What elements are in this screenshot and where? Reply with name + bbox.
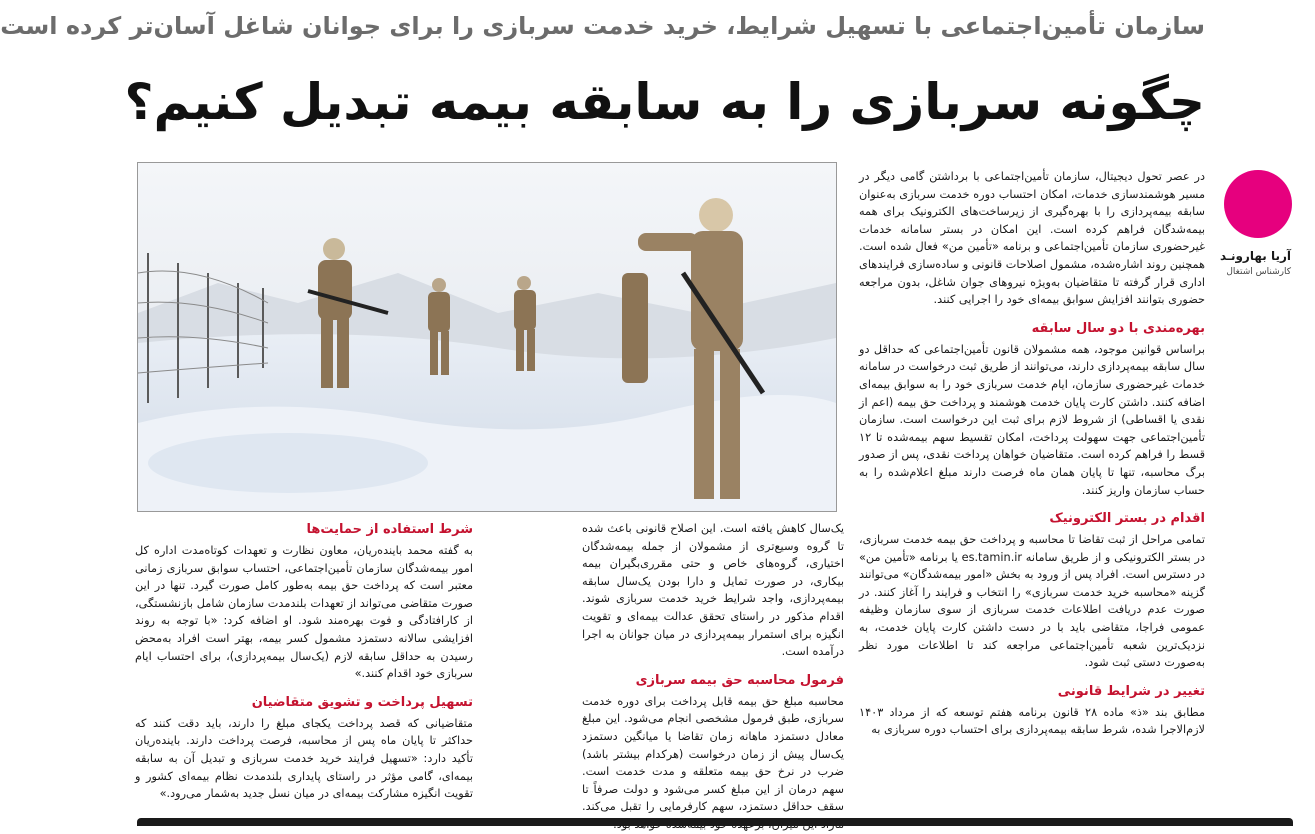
soldiers-in-snow-photo bbox=[137, 162, 837, 512]
section-title: تسهیل پرداخت و تشویق متقاضیان bbox=[251, 694, 473, 710]
intro-paragraph: در عصر تحول دیجیتال، سازمان تأمین‌اجتماعی با برداشتن گامی دیگر در مسیر هوشمندسازی خدمات، امکان احتساب دوره خدمت سربازی به‌عنوان سابقه بیمه‌پردازی را با بهره‌گیری از زیرساخت‌های الکترونیک برای همه بیمه‌شدگان فراهم کرده است. این امکان در بستر سامانه خدمات غیرحضوری سازمان تأمین‌اجتماعی و برنامه «تأمین من» فعال شده است. همچنین روند اشاره‌شده، مشمول اصلاحات قانونی و ساده‌سازی فرایندهای اداری قرار گرفته تا متقاضیان به‌ویژه نیروهای جوان شاغل، بدون مراجعه حضوری بتوانند افزایش سوابق بیمه‌ای خود را اجرایی کنند. bbox=[859, 170, 1205, 307]
section-title: تغییر در شرایط قانونی bbox=[1057, 683, 1205, 699]
continued-paragraph: یک‌سال کاهش یافته است. این اصلاح قانونی باعث شده تا گروه وسیع‌تری از مشمولان از جمله بیمه‌شدگان اختیاری، گروه‌های خاص و حتی مقرری‌بگیران بیمه بیکاری، در صورت تمایل و دارا بودن یک‌سال سابقه بیمه‌پردازی، واجد شرایط خرید خدمت سربازی شوند. اقدام مذکور در راستای تحقق عدالت بیمه‌ای و تقویت انگیزه برای استمرار بیمه‌پردازی در میان جوانان به اجرا درآمده است. bbox=[582, 522, 844, 659]
author-role: کارشناس اشتغال bbox=[1226, 267, 1291, 277]
section-paragraph: براساس قوانین موجود، همه مشمولان قانون تأمین‌اجتماعی که حداقل دو سال سابقه بیمه‌پردازی دارند، می‌توانند از طریق ثبت درخواست در سامانه خدمات غیرحضوری سازمان، ایام خدمت سربازی خود را به سوابق بیمه‌ای اضافه کنند. داشتن کارت پایان خدمت هوشمند و پرداخت حق بیمه (اعم از نقدی یا اقساطی) از شروط لازم برای ثبت این درخواست است. سازمان تأمین‌اجتماعی جهت سهولت پرداخت، امکان تقسیط سهم بیمه‌شده تا ۱۲ قسط را فراهم کرده است. متقاضیان خواهان پرداخت نقدی، پس از صدور برگ محاسبه، تنها تا پایان همان ماه فرصت دارند مبلغ اعلام‌شده را به حساب سازمان واریز کنند. bbox=[859, 342, 1205, 497]
author-avatar bbox=[1224, 170, 1292, 238]
section-paragraph: متقاضیانی که قصد پرداخت یکجای مبلغ را دارند، باید دقت کنند که حداکثر تا پایان ماه پس از محاسبه، فرصت پرداخت دارند. باینده‌ریان تأکید دارد: «تسهیل فرایند خرید خدمت سربازی و تبدیل آن به سابقه بیمه‌ای، گامی مؤثر در راستای پایداری بلندمدت نظام بیمه‌ای کشور و تقویت انگیزه مشارکت بیمه‌ای در میان نسل جدید به‌شمار می‌رود.» bbox=[135, 716, 473, 801]
photo-illustration bbox=[138, 163, 836, 511]
article-column-middle bbox=[582, 520, 844, 820]
section-title: شرط استفاده از حمایت‌ها bbox=[306, 522, 473, 537]
article-column-left bbox=[135, 520, 473, 820]
headline: چگونه سربازی را به سابقه بیمه تبدیل کنیم؟ bbox=[124, 73, 1205, 131]
section-paragraph: به گفته محمد باینده‌ریان، معاون نظارت و تعهدات کوتاه‌مدت اداره کل امور بیمه‌شدگان سازمان تأمین‌اجتماعی، احتساب سوابق سربازی زمانی معتبر است که پرداخت حق بیمه به‌طور کامل صورت گیرد. تنها در این صورت متقاضی می‌تواند از تعهدات بلندمدت سازمان شامل بازنشستگی، از کارافتادگی و فوت بهره‌مند شود. او اضافه کرد: «با توجه به روند افزایشی سالانه دستمزد مشمول کسر بیمه، بهتر است افراد به‌محض رسیدن به حداقل سابقه لازم (یک‌سال بیمه‌پردازی)، برای احتساب ایام سربازی خود اقدام کنند.» bbox=[135, 544, 473, 681]
section-title: اقدام در بستر الکترونیک bbox=[1049, 511, 1205, 527]
section-paragraph: محاسبه مبلغ حق بیمه قابل پرداخت برای دوره خدمت سربازی، طبق فرمول مشخصی انجام می‌شود. این مبلغ معادل دستمزد ماهانه زمان تقاضا یا میانگین دستمزد یک‌سال پیش از زمان درخواست (هرکدام بیشتر باشد) ضرب در نرخ حق بیمه متعلقه و مدت خدمت است. سهم درمان از این مبلغ کسر می‌شود و دولت صرفاً تا سقف حداقل دستمزد، سهم کارفرمایی را تقبل می‌کند. bbox=[582, 694, 844, 814]
section-paragraph: مطابق بند «ذ» ماده ۲۸ قانون برنامه هفتم توسعه که از مرداد ۱۴۰۳ لازم‌الاجرا شده، شرط سابقه بیمه‌پردازی برای احتساب دوره سربازی به bbox=[859, 705, 1205, 737]
section-paragraph: تمامی مراحل از ثبت تقاضا تا محاسبه و پرداخت حق بیمه خدمت سربازی، در بستر الکترونیکی و از طریق سامانه es.tamin.ir یا برنامه «تأمین من» در دسترس است. افراد پس از ورود به بخش «امور بیمه‌شدگان» می‌توانند گزینه «محاسبه خرید خدمت سربازی» را انتخاب و فرایند را آغاز کنند. در صورت عدم دریافت اطلاعات خدمت سربازی از سوی سازمان وظیفه عمومی فراجا، متقاضی باید با در دست داشتن کارت پایان خدمت، به نزدیک‌ترین شعبه تأمین‌اجتماعی مراجعه کند تا اطلاعات مورد نظر به‌صورت دستی ثبت شود. bbox=[859, 533, 1205, 670]
kicker: سازمان تأمین‌اجتماعی با تسهیل شرایط، خرید خدمت سربازی را برای جوانان شاغل آسان‌تر کرده است bbox=[0, 12, 1205, 40]
bottom-rule bbox=[137, 818, 1293, 826]
section-title: فرمول محاسبه حق بیمه سربازی bbox=[635, 672, 844, 688]
article-column-right bbox=[859, 168, 1205, 826]
section-title: بهره‌مندی با دو سال سابقه bbox=[1031, 320, 1205, 336]
author-name: آریا بهارونـد bbox=[1219, 249, 1291, 263]
